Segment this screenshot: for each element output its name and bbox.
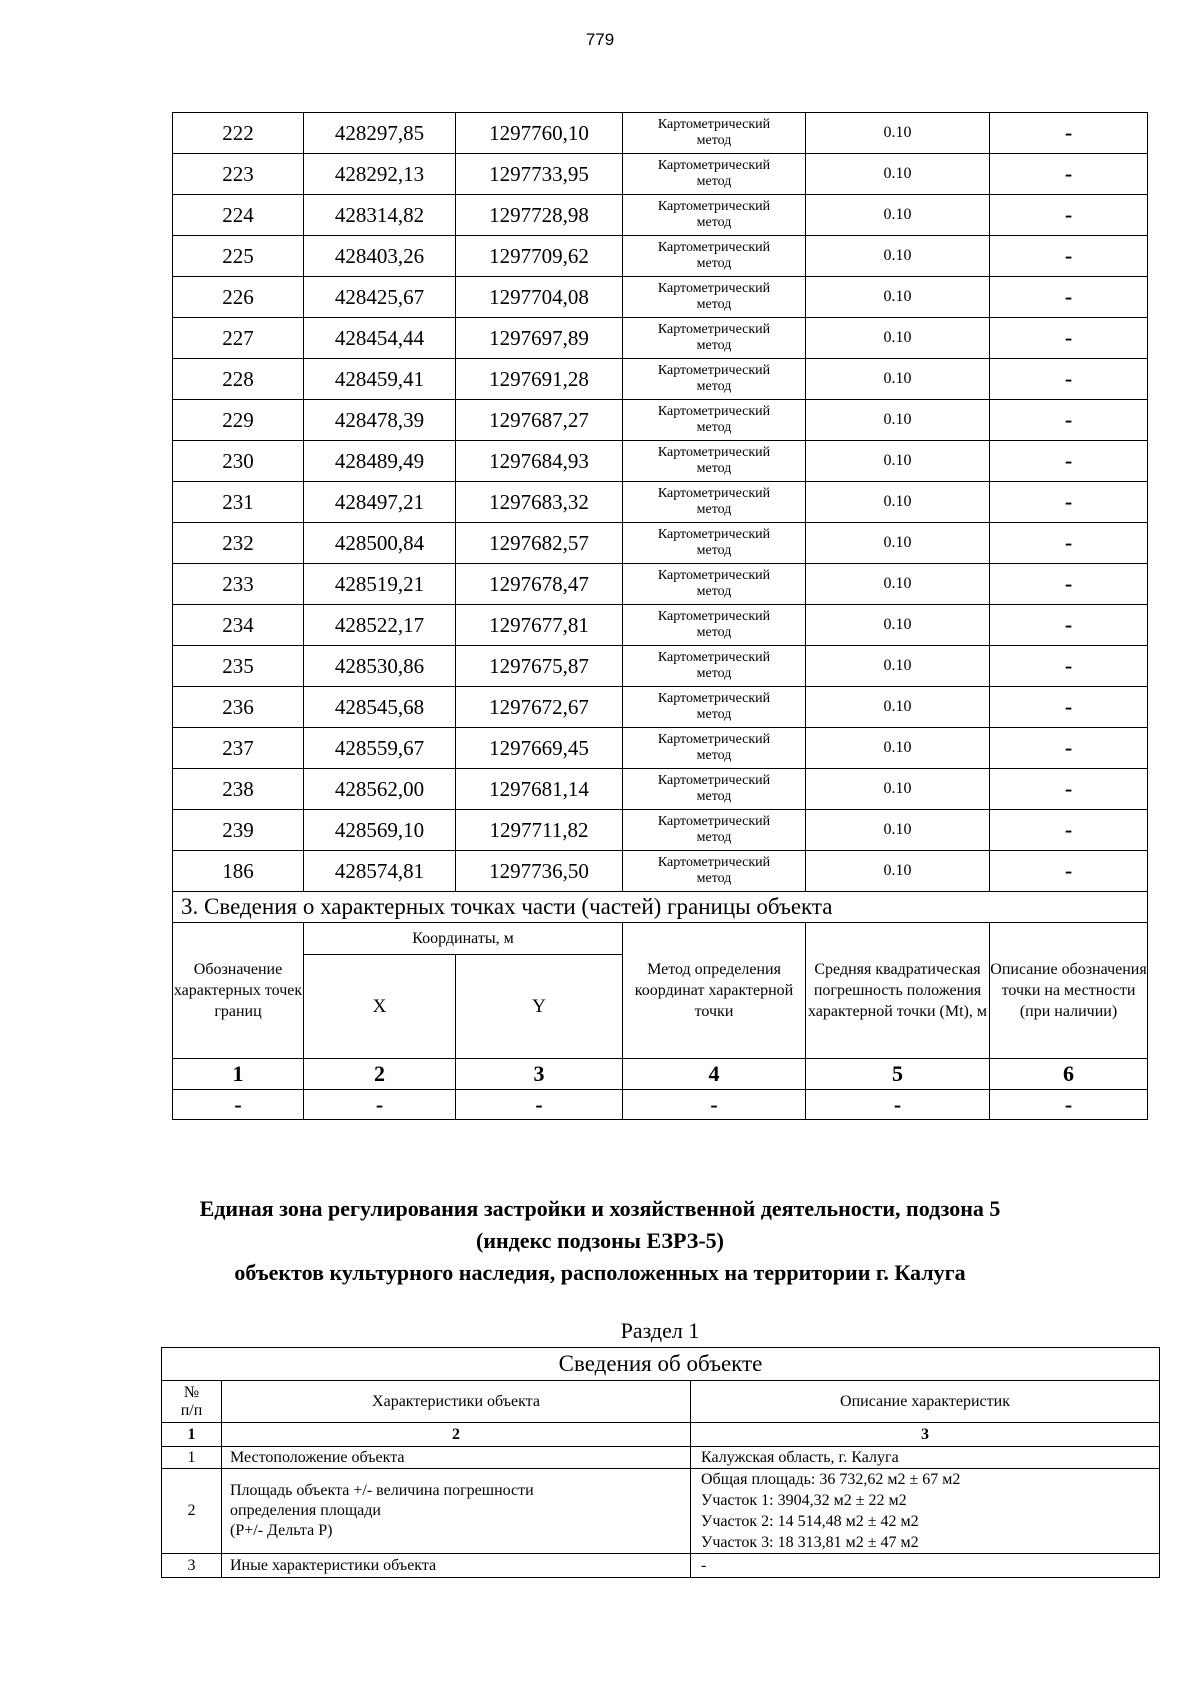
- method-line: Картометрический: [657, 527, 771, 542]
- method-line: метод: [696, 666, 732, 681]
- coord-y: 1297733,95: [456, 154, 623, 195]
- section3-empty-row: [173, 1090, 1148, 1120]
- method-line: Картометрический: [657, 117, 771, 132]
- method: [623, 769, 806, 810]
- method-line: метод: [696, 338, 732, 353]
- object-info-table: [161, 1347, 1160, 1578]
- row-number: 3: [162, 1554, 222, 1578]
- empty-cell: -: [304, 1090, 456, 1120]
- accuracy: 0.10: [806, 482, 990, 523]
- empty-cell: -: [990, 1090, 1148, 1120]
- coord-y: 1297678,47: [456, 564, 623, 605]
- point-number: 235: [173, 646, 304, 687]
- zone-title-line1: Единая зона регулирования застройки и хозяйственной деятельности, подзона 5: [199, 1196, 1001, 1221]
- point-description: -: [990, 195, 1148, 236]
- method-line: метод: [696, 789, 732, 804]
- method: [623, 482, 806, 523]
- column-number: 1: [162, 1423, 222, 1447]
- zone-title: [0, 1193, 1200, 1289]
- characteristic-line: Площадь объекта +/- величина погрешности: [230, 1482, 534, 1499]
- coord-x: 428454,44: [304, 318, 456, 359]
- accuracy: 0.10: [806, 769, 990, 810]
- point-description: -: [990, 564, 1148, 605]
- point-description: -: [990, 154, 1148, 195]
- method-line: Картометрический: [657, 650, 771, 665]
- coord-y: 1297684,93: [456, 441, 623, 482]
- coordinates-table: [172, 112, 1148, 1120]
- method-line: Картометрический: [657, 363, 771, 378]
- object-header-row: [162, 1381, 1160, 1423]
- accuracy: 0.10: [806, 851, 990, 892]
- description-line: -: [701, 1557, 707, 1574]
- table-row: [173, 851, 1148, 892]
- characteristic-line: (P+/- Дельта P): [230, 1522, 333, 1539]
- coord-x: 428545,68: [304, 687, 456, 728]
- description-line: Участок 3: 18 313,81 м2 ± 47 м2: [701, 1534, 919, 1551]
- coord-y: 1297728,98: [456, 195, 623, 236]
- method-line: метод: [696, 133, 732, 148]
- table-row: [162, 1447, 1160, 1469]
- row-number: 1: [162, 1447, 222, 1469]
- header-designation: Обозначение характерных точек границ: [173, 923, 304, 1059]
- column-number: 2: [304, 1059, 456, 1090]
- accuracy: 0.10: [806, 277, 990, 318]
- column-number: 6: [990, 1059, 1148, 1090]
- coord-x: 428459,41: [304, 359, 456, 400]
- characteristic-line: определения площади: [230, 1502, 381, 1519]
- point-description: -: [990, 277, 1148, 318]
- method-line: Картометрический: [657, 281, 771, 296]
- coord-x: 428519,21: [304, 564, 456, 605]
- method-line: метод: [696, 625, 732, 640]
- description-line: Участок 1: 3904,32 м2 ± 22 м2: [701, 1492, 907, 1509]
- table-row: [173, 277, 1148, 318]
- header-num: [162, 1381, 222, 1423]
- table-row: [173, 318, 1148, 359]
- method-line: Картометрический: [657, 568, 771, 583]
- coord-y: 1297672,67: [456, 687, 623, 728]
- section3-title: 3. Сведения о характерных точках части (частей) границы объекта: [173, 892, 1148, 923]
- method-line: Картометрический: [657, 158, 771, 173]
- section-heading: Раздел 1: [620, 1318, 700, 1343]
- method-line: Картометрический: [657, 855, 771, 870]
- method: [623, 236, 806, 277]
- method-line: Картометрический: [657, 814, 771, 829]
- method-line: метод: [696, 379, 732, 394]
- method-line: метод: [696, 748, 732, 763]
- accuracy: 0.10: [806, 318, 990, 359]
- accuracy: 0.10: [806, 359, 990, 400]
- point-number: 236: [173, 687, 304, 728]
- method-line: метод: [696, 174, 732, 189]
- point-number: 186: [173, 851, 304, 892]
- accuracy: 0.10: [806, 195, 990, 236]
- method-line: метод: [696, 297, 732, 312]
- header-y: Y: [456, 955, 623, 1059]
- table-row: [173, 359, 1148, 400]
- table-row: [173, 769, 1148, 810]
- point-description: -: [990, 646, 1148, 687]
- method-line: метод: [696, 461, 732, 476]
- column-number: 2: [222, 1423, 691, 1447]
- zone-title-line3: объектов культурного наследия, расположенных на территории г. Калуга: [234, 1260, 966, 1285]
- accuracy: 0.10: [806, 236, 990, 277]
- table-row: [173, 523, 1148, 564]
- coord-x: 428314,82: [304, 195, 456, 236]
- coord-x: 428530,86: [304, 646, 456, 687]
- column-number: 4: [623, 1059, 806, 1090]
- coord-y: 1297687,27: [456, 400, 623, 441]
- characteristic-line: Местоположение объекта: [230, 1448, 405, 1466]
- object-title-row: [162, 1348, 1160, 1381]
- point-number: 224: [173, 195, 304, 236]
- table-row: [173, 154, 1148, 195]
- coord-x: 428559,67: [304, 728, 456, 769]
- coord-x: 428403,26: [304, 236, 456, 277]
- accuracy: 0.10: [806, 441, 990, 482]
- coord-y: 1297677,81: [456, 605, 623, 646]
- table-row: [173, 236, 1148, 277]
- table-row: [173, 810, 1148, 851]
- coord-y: 1297736,50: [456, 851, 623, 892]
- point-description: -: [990, 769, 1148, 810]
- characteristic-description: [691, 1554, 1160, 1578]
- point-description: -: [990, 523, 1148, 564]
- characteristic: [222, 1469, 691, 1554]
- empty-cell: -: [806, 1090, 990, 1120]
- coord-y: 1297681,14: [456, 769, 623, 810]
- method: [623, 277, 806, 318]
- method-line: метод: [696, 584, 732, 599]
- coord-y: 1297669,45: [456, 728, 623, 769]
- description-line: Общая площадь: 36 732,62 м2 ± 67 м2: [701, 1471, 961, 1488]
- method-line: метод: [696, 256, 732, 271]
- point-description: -: [990, 441, 1148, 482]
- coord-y: 1297711,82: [456, 810, 623, 851]
- method: [623, 728, 806, 769]
- table-row: [173, 195, 1148, 236]
- object-table-title: Сведения об объекте: [162, 1348, 1160, 1381]
- coord-x: 428292,13: [304, 154, 456, 195]
- column-number: 1: [173, 1059, 304, 1090]
- method: [623, 154, 806, 195]
- accuracy: 0.10: [806, 687, 990, 728]
- method-line: Картометрический: [657, 732, 771, 747]
- coord-y: 1297682,57: [456, 523, 623, 564]
- point-description: -: [990, 851, 1148, 892]
- method-line: Картометрический: [657, 199, 771, 214]
- table-row: [173, 687, 1148, 728]
- point-number: 225: [173, 236, 304, 277]
- header-num-line: №: [183, 1383, 200, 1401]
- method-line: Картометрический: [657, 691, 771, 706]
- table-row: [173, 728, 1148, 769]
- coord-x: 428522,17: [304, 605, 456, 646]
- coord-y: 1297709,62: [456, 236, 623, 277]
- table-row: [173, 400, 1148, 441]
- method: [623, 318, 806, 359]
- point-description: -: [990, 482, 1148, 523]
- method-line: метод: [696, 215, 732, 230]
- method: [623, 523, 806, 564]
- table-row: [173, 482, 1148, 523]
- accuracy: 0.10: [806, 728, 990, 769]
- method: [623, 113, 806, 154]
- point-description: -: [990, 400, 1148, 441]
- accuracy: 0.10: [806, 646, 990, 687]
- method: [623, 400, 806, 441]
- method-line: Картометрический: [657, 404, 771, 419]
- point-description: -: [990, 236, 1148, 277]
- method: [623, 441, 806, 482]
- point-description: -: [990, 113, 1148, 154]
- page-number: 779: [585, 30, 615, 49]
- empty-cell: -: [623, 1090, 806, 1120]
- table-row: [162, 1469, 1160, 1554]
- characteristic-line: Иные характеристики объекта: [230, 1556, 437, 1574]
- table-row: [162, 1554, 1160, 1578]
- point-number: 239: [173, 810, 304, 851]
- header-accuracy: Средняя квадратическая погрешность положения характерной точки (Mt), м: [806, 923, 990, 1059]
- section3-header-row: [173, 923, 1148, 955]
- section3-column-numbers-row: [173, 1059, 1148, 1090]
- table-row: [173, 605, 1148, 646]
- column-number: 3: [691, 1423, 1160, 1447]
- empty-cell: -: [456, 1090, 623, 1120]
- table-row: [173, 646, 1148, 687]
- method-line: Картометрический: [657, 445, 771, 460]
- method: [623, 605, 806, 646]
- point-number: 226: [173, 277, 304, 318]
- header-x: X: [304, 955, 456, 1059]
- point-description: -: [990, 318, 1148, 359]
- coord-x: 428478,39: [304, 400, 456, 441]
- coord-x: 428425,67: [304, 277, 456, 318]
- method: [623, 195, 806, 236]
- method-line: Картометрический: [657, 486, 771, 501]
- accuracy: 0.10: [806, 564, 990, 605]
- method: [623, 810, 806, 851]
- accuracy: 0.10: [806, 810, 990, 851]
- method: [623, 646, 806, 687]
- coord-y: 1297697,89: [456, 318, 623, 359]
- point-number: 227: [173, 318, 304, 359]
- point-number: 229: [173, 400, 304, 441]
- coord-x: 428489,49: [304, 441, 456, 482]
- header-characteristics: Характеристики объекта: [222, 1381, 691, 1423]
- coord-y: 1297704,08: [456, 277, 623, 318]
- method-line: метод: [696, 707, 732, 722]
- zone-title-line2: (индекс подзоны ЕЗРЗ-5): [476, 1228, 724, 1253]
- coord-y: 1297760,10: [456, 113, 623, 154]
- method-line: метод: [696, 420, 732, 435]
- characteristic-description: [691, 1469, 1160, 1554]
- method: [623, 359, 806, 400]
- point-description: -: [990, 359, 1148, 400]
- point-description: -: [990, 687, 1148, 728]
- column-number: 5: [806, 1059, 990, 1090]
- characteristic: [222, 1447, 691, 1469]
- point-description: -: [990, 728, 1148, 769]
- point-number: 238: [173, 769, 304, 810]
- accuracy: 0.10: [806, 523, 990, 564]
- method-line: метод: [696, 502, 732, 517]
- table-row: [173, 441, 1148, 482]
- coord-x: 428497,21: [304, 482, 456, 523]
- coord-y: 1297691,28: [456, 359, 623, 400]
- object-column-numbers-row: [162, 1423, 1160, 1447]
- description-line: Калужская область, г. Калуга: [701, 1449, 899, 1466]
- empty-cell: -: [173, 1090, 304, 1120]
- header-description: Описание обозначения точки на местности (при наличии): [990, 923, 1148, 1059]
- method-line: Картометрический: [657, 322, 771, 337]
- point-description: -: [990, 605, 1148, 646]
- point-number: 237: [173, 728, 304, 769]
- header-description: Описание характеристик: [691, 1381, 1160, 1423]
- point-number: 223: [173, 154, 304, 195]
- accuracy: 0.10: [806, 400, 990, 441]
- coord-y: 1297675,87: [456, 646, 623, 687]
- header-num-line: п/п: [180, 1401, 203, 1419]
- method: [623, 564, 806, 605]
- coord-x: 428569,10: [304, 810, 456, 851]
- coord-y: 1297683,32: [456, 482, 623, 523]
- table-row: [173, 113, 1148, 154]
- accuracy: 0.10: [806, 154, 990, 195]
- header-method: Метод определения координат характерной точки: [623, 923, 806, 1059]
- method-line: метод: [696, 543, 732, 558]
- coord-x: 428562,00: [304, 769, 456, 810]
- characteristic-description: [691, 1447, 1160, 1469]
- coord-x: 428500,84: [304, 523, 456, 564]
- method-line: Картометрический: [657, 240, 771, 255]
- column-number: 3: [456, 1059, 623, 1090]
- row-number: 2: [162, 1469, 222, 1554]
- point-number: 230: [173, 441, 304, 482]
- method-line: Картометрический: [657, 773, 771, 788]
- point-number: 222: [173, 113, 304, 154]
- accuracy: 0.10: [806, 605, 990, 646]
- characteristic: [222, 1554, 691, 1578]
- point-number: 233: [173, 564, 304, 605]
- point-number: 231: [173, 482, 304, 523]
- method: [623, 687, 806, 728]
- table-row: [173, 564, 1148, 605]
- point-number: 228: [173, 359, 304, 400]
- point-number: 232: [173, 523, 304, 564]
- coord-x: 428574,81: [304, 851, 456, 892]
- accuracy: 0.10: [806, 113, 990, 154]
- method-line: Картометрический: [657, 609, 771, 624]
- method-line: метод: [696, 871, 732, 886]
- method: [623, 851, 806, 892]
- section3-title-row: [173, 892, 1148, 923]
- coord-x: 428297,85: [304, 113, 456, 154]
- point-number: 234: [173, 605, 304, 646]
- header-coordinates: Координаты, м: [304, 923, 623, 955]
- method-line: метод: [696, 830, 732, 845]
- point-description: -: [990, 810, 1148, 851]
- description-line: Участок 2: 14 514,48 м2 ± 42 м2: [701, 1513, 919, 1530]
